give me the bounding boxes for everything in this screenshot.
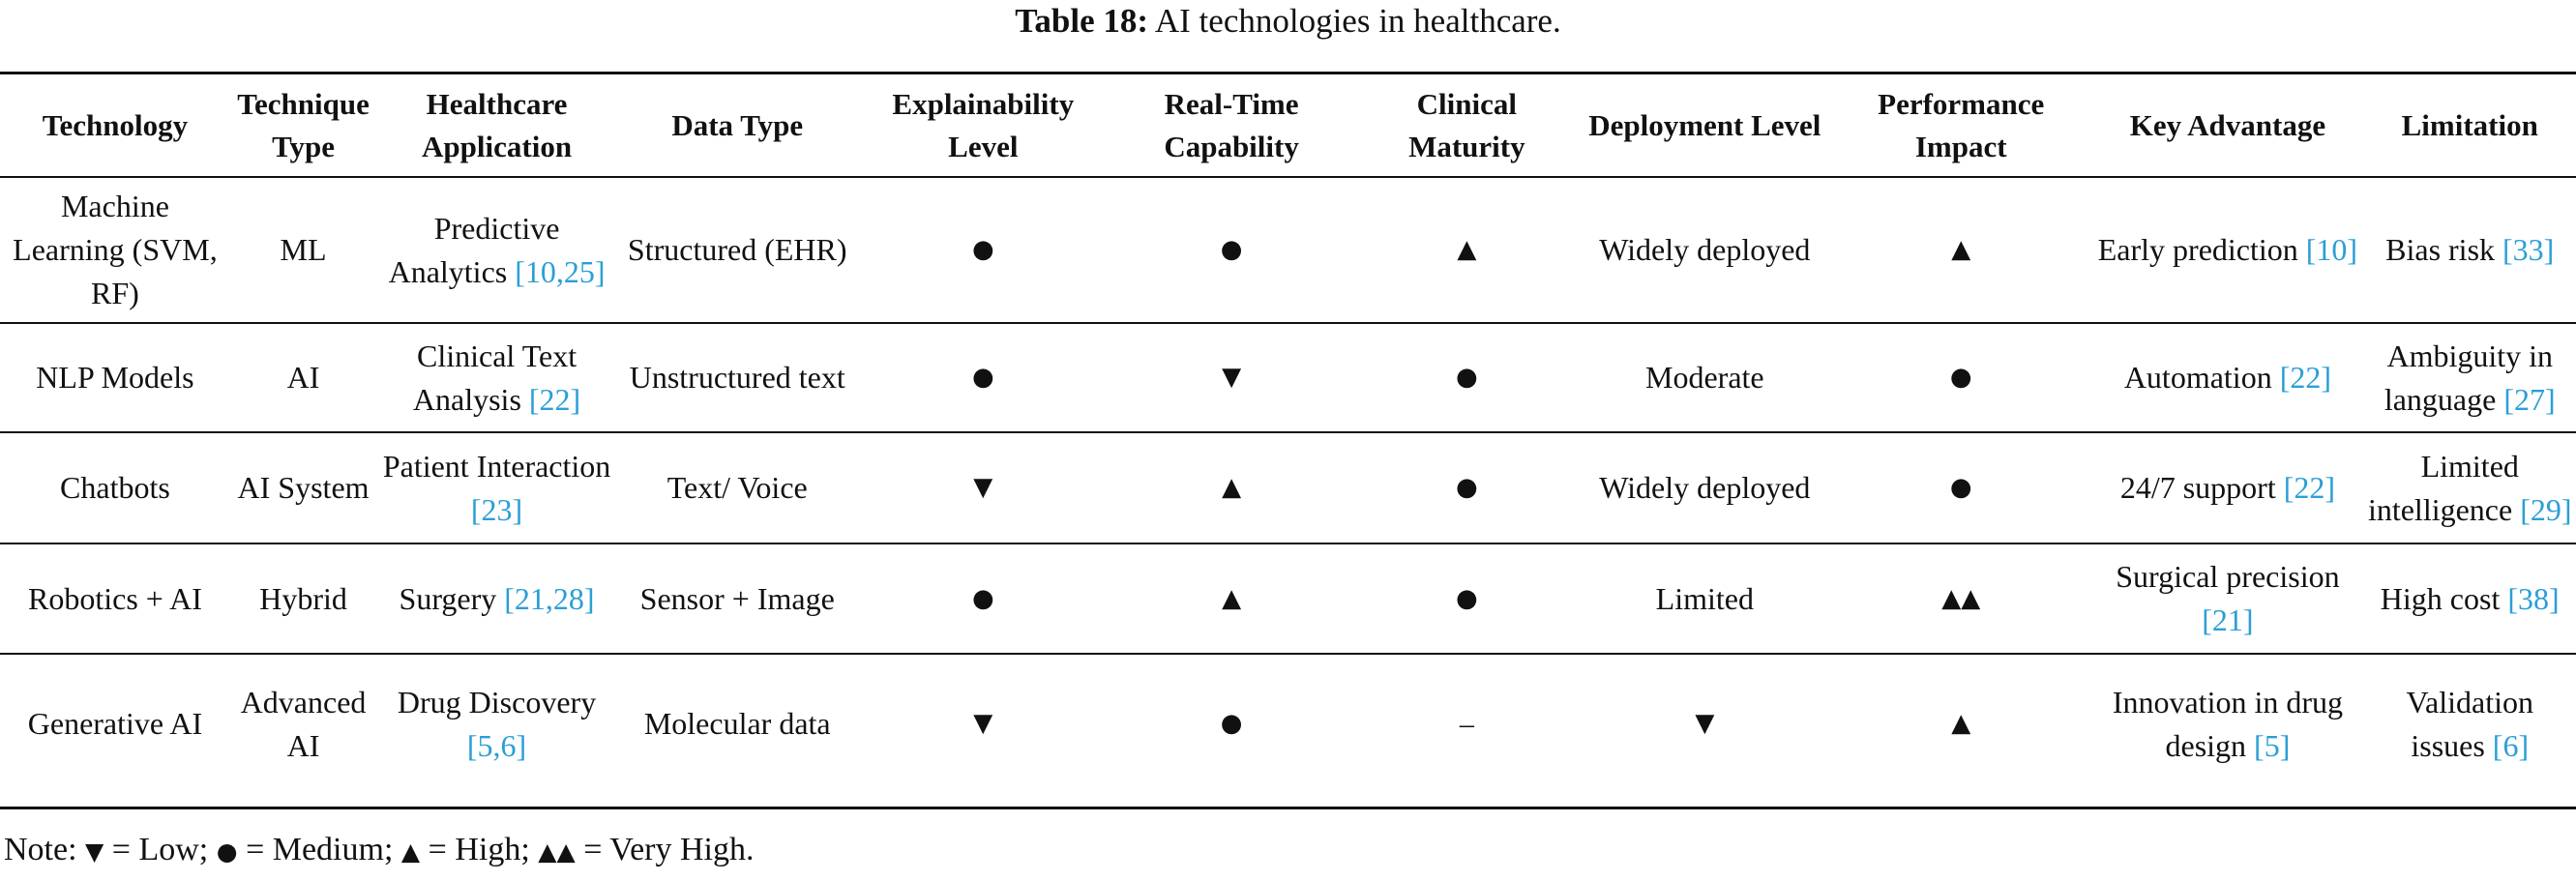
header-row <box>0 74 2576 177</box>
header-healthcare-application: Healthcare Application <box>376 74 617 177</box>
bottom-rule <box>0 807 2576 809</box>
cell-technology: Chatbots <box>0 432 230 543</box>
cell-advantage <box>2091 323 2363 432</box>
cell-deployment: Moderate <box>1580 323 1830 432</box>
very-high-text: = Very High. <box>583 832 755 867</box>
limitation-reference-link[interactable]: [6] <box>2492 727 2530 763</box>
limitation-reference-link[interactable]: [38] <box>2507 580 2560 616</box>
cell-deployment: Widely deployed <box>1580 177 1830 323</box>
high-text: = High; <box>428 832 530 867</box>
application-reference-link[interactable]: [5,6] <box>466 727 527 763</box>
header-limitation: Limitation <box>2363 74 2576 177</box>
advantage-text: Innovation in drug design <box>2112 684 2343 763</box>
advantage-reference-link[interactable]: [10] <box>2305 232 2358 267</box>
application-reference-link[interactable]: [22] <box>528 381 581 417</box>
table-caption <box>0 0 2576 43</box>
limitation-text: Limited intelligence <box>2367 448 2519 527</box>
cell-application <box>376 543 617 654</box>
cell-realtime: ▲ <box>1109 432 1354 543</box>
medium-symbol: ● <box>216 837 238 866</box>
application-text: Surgery <box>399 580 497 616</box>
cell-application <box>376 177 617 323</box>
limitation-text: High cost <box>2380 580 2501 616</box>
advantage-text: Early prediction <box>2097 232 2298 267</box>
cell-maturity: – <box>1459 708 1474 740</box>
note-prefix: Note: <box>4 832 77 867</box>
cell-advantage <box>2091 654 2363 793</box>
cell-deployment: Widely deployed <box>1580 432 1830 543</box>
caption-label: Table 18: <box>1015 2 1149 40</box>
cell-limitation <box>2363 543 2576 654</box>
cell-maturity: ▲ <box>1354 177 1579 323</box>
low-symbol: ▼ <box>85 837 104 866</box>
limitation-reference-link[interactable]: [33] <box>2502 232 2555 267</box>
cell-explainability: ▼ <box>973 709 993 738</box>
cell-explainability: ▼ <box>858 432 1109 543</box>
cell-realtime: ▲ <box>1109 543 1354 654</box>
application-text: Clinical Text Analysis <box>412 338 577 417</box>
limitation-reference-link[interactable]: [27] <box>2503 381 2556 417</box>
header-explainability-level: Explainability Level <box>858 74 1109 177</box>
advantage-reference-link[interactable]: [22] <box>2283 470 2336 505</box>
cell-application <box>376 654 617 793</box>
cell-deployment: Limited <box>1580 543 1830 654</box>
cell-data-type: Structured (EHR) <box>617 177 858 323</box>
cell-advantage <box>2091 432 2363 543</box>
cell-realtime: ● <box>1109 177 1354 323</box>
cell-maturity: ● <box>1354 543 1579 654</box>
advantage-text: Automation <box>2123 360 2272 395</box>
header-key-advantage: Key Advantage <box>2091 74 2363 177</box>
application-reference-link[interactable]: [23] <box>470 491 523 527</box>
application-text: Predictive Analytics <box>388 210 560 289</box>
table-row <box>0 432 2576 543</box>
caption-text: AI technologies in healthcare. <box>1154 2 1561 40</box>
cell-limitation <box>2363 654 2576 793</box>
cell-data-type: Text/ Voice <box>617 432 858 543</box>
table-row <box>0 654 2576 793</box>
advantage-text: Surgical precision <box>2116 559 2340 594</box>
cell-performance: ▲▲ <box>1830 543 2091 654</box>
limitation-text: Validation issues <box>2406 684 2533 763</box>
application-text: Drug Discovery <box>397 684 597 719</box>
cell-performance: ● <box>1830 432 2091 543</box>
table-row <box>0 543 2576 654</box>
cell-technique: Advanced AI <box>240 684 367 763</box>
cell-limitation <box>2363 432 2576 543</box>
cell-limitation <box>2363 323 2576 432</box>
cell-technique: AI <box>230 323 376 432</box>
medium-text: = Medium; <box>246 832 394 867</box>
application-reference-link[interactable]: [10,25] <box>515 253 606 289</box>
cell-data-type: Sensor + Image <box>617 543 858 654</box>
cell-realtime: ● <box>1220 709 1243 738</box>
cell-application <box>376 432 617 543</box>
application-reference-link[interactable]: [21,28] <box>504 580 595 616</box>
high-symbol: ▲ <box>400 837 421 866</box>
application-text: Patient Interaction <box>382 448 611 484</box>
cell-data-type: Molecular data <box>643 706 831 741</box>
table-row <box>0 323 2576 432</box>
cell-explainability: ● <box>858 323 1109 432</box>
header-technology: Technology <box>0 74 230 177</box>
table-note <box>4 829 754 873</box>
cell-maturity: ● <box>1354 323 1579 432</box>
cell-data-type: Unstructured text <box>617 323 858 432</box>
cell-technology: Machine Learning (SVM, RF) <box>0 177 230 323</box>
header-clinical-maturity: Clinical Maturity <box>1354 74 1579 177</box>
cell-technique: AI System <box>230 432 376 543</box>
very-high-symbol: ▲▲ <box>538 837 576 866</box>
cell-advantage <box>2091 543 2363 654</box>
cell-explainability: ● <box>858 543 1109 654</box>
advantage-reference-link[interactable]: [5] <box>2254 727 2291 763</box>
cell-advantage <box>2091 177 2363 323</box>
header-data-type: Data Type <box>617 74 858 177</box>
cell-performance: ▲ <box>1830 177 2091 323</box>
technologies-table <box>0 74 2576 793</box>
header-technique-type: Technique Type <box>230 74 376 177</box>
cell-technique: ML <box>230 177 376 323</box>
advantage-reference-link[interactable]: [22] <box>2279 360 2331 395</box>
advantage-text: 24/7 support <box>2119 470 2276 505</box>
cell-performance: ● <box>1830 323 2091 432</box>
header-deployment-level: Deployment Level <box>1580 74 1830 177</box>
limitation-text: Bias risk <box>2385 232 2496 267</box>
cell-technology: Generative AI <box>27 706 203 741</box>
table-row <box>0 177 2576 323</box>
header-performance-impact: Performance Impact <box>1830 74 2091 177</box>
low-text: = Low; <box>111 832 209 867</box>
cell-application <box>376 323 617 432</box>
cell-technology: NLP Models <box>0 323 230 432</box>
limitation-reference-link[interactable]: [29] <box>2520 491 2572 527</box>
cell-technique: Hybrid <box>230 543 376 654</box>
cell-technology: Robotics + AI <box>0 543 230 654</box>
cell-performance: ▲ <box>1951 709 1971 738</box>
header-real-time-capability: Real-Time Capability <box>1109 74 1354 177</box>
cell-deployment: ▼ <box>1695 709 1715 738</box>
cell-limitation <box>2363 177 2576 323</box>
limitation-text: Ambiguity in language <box>2384 338 2554 417</box>
cell-maturity: ● <box>1354 432 1579 543</box>
advantage-reference-link[interactable]: [21] <box>2202 602 2254 637</box>
cell-explainability: ● <box>858 177 1109 323</box>
cell-realtime: ▼ <box>1109 323 1354 432</box>
